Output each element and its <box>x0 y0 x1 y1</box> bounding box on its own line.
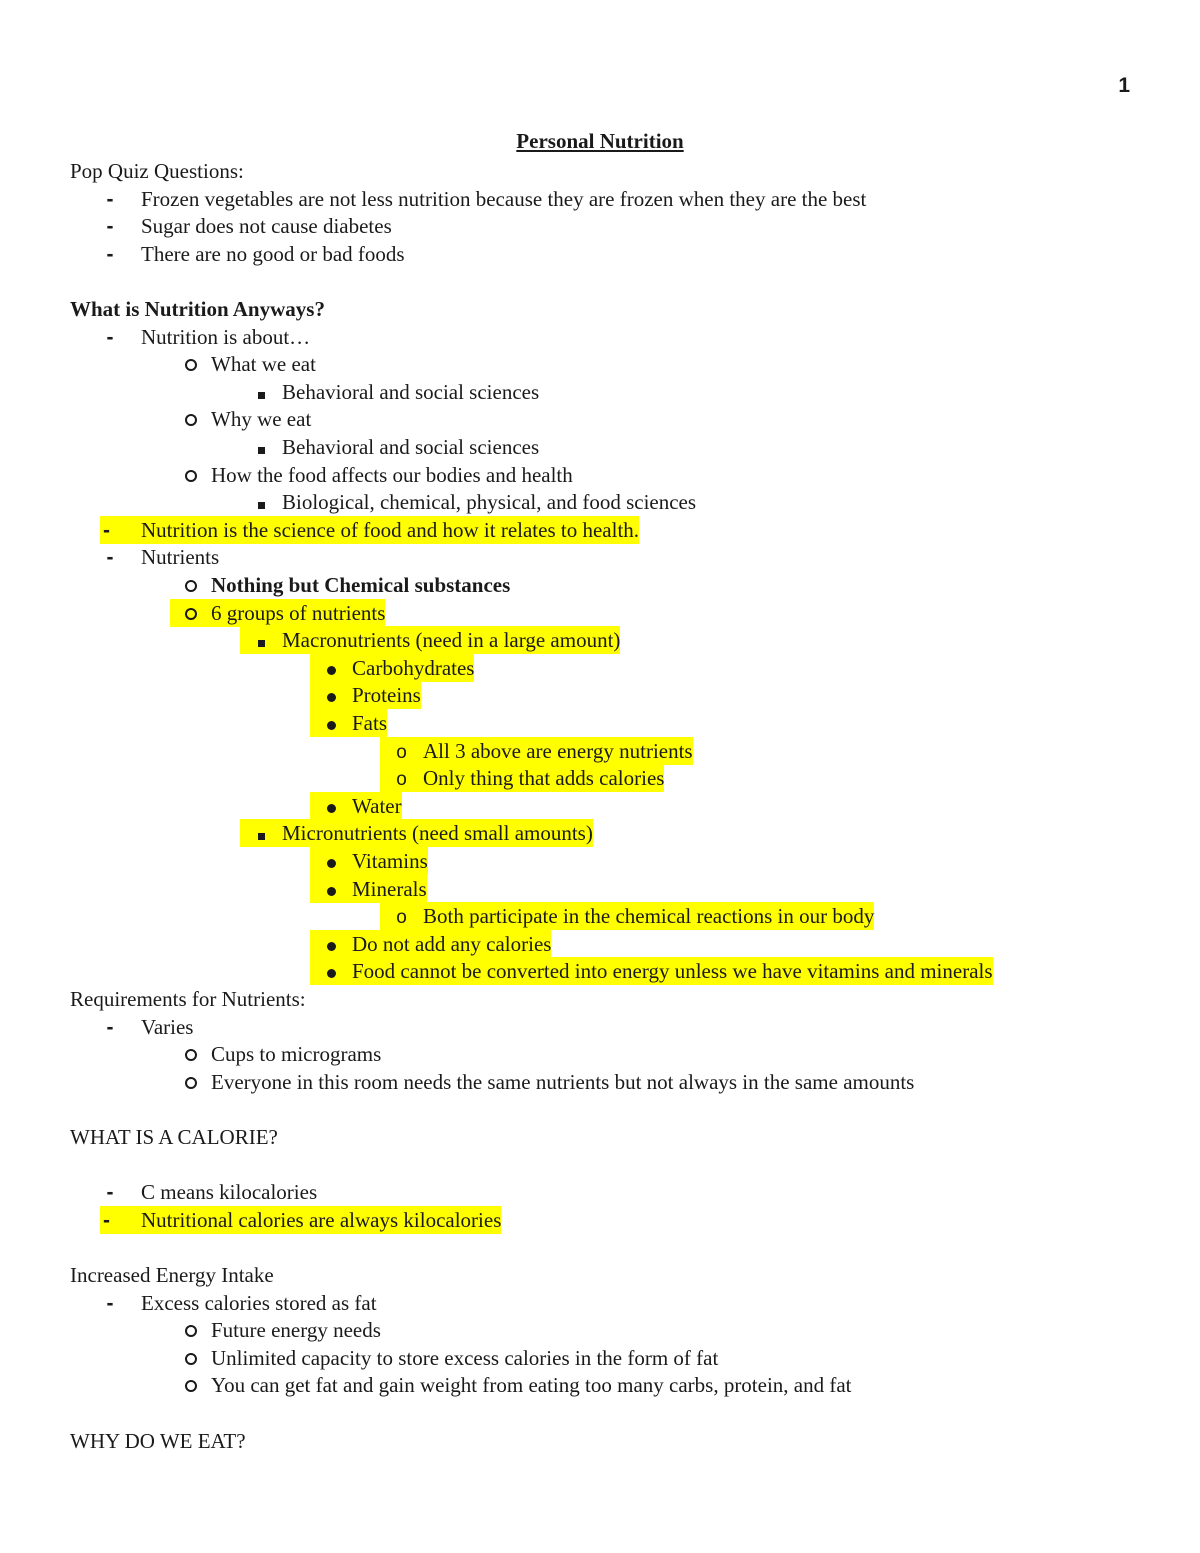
o-bullet-icon: o <box>380 902 423 930</box>
list-item <box>0 764 1200 792</box>
list-item-text: Unlimited capacity to store excess calories in the form of fat <box>211 1345 719 1370</box>
list-item <box>0 516 1200 544</box>
list-item-text: Behavioral and social sciences <box>282 379 540 404</box>
o-bullet-icon: o <box>380 737 423 765</box>
dash-bullet-icon: - <box>106 242 114 266</box>
list-item-text: Nutrition is about… <box>141 324 311 349</box>
list-item-text: Pop Quiz Questions: <box>70 159 244 183</box>
list-item-text: C means kilocalories <box>141 1180 318 1205</box>
list-item <box>0 902 1200 930</box>
list-item <box>0 1371 1200 1399</box>
section-heading <box>0 985 1200 1013</box>
list-item-text: Increased Energy Intake <box>70 1263 274 1287</box>
list-item-text: Both participate in the chemical reactions in our body <box>423 904 875 929</box>
ring-bullet-icon <box>170 1040 211 1068</box>
list-item-text: Why we eat <box>211 407 312 432</box>
list-item-text: Nothing but Chemical substances <box>211 573 511 597</box>
list-item <box>0 461 1200 489</box>
o-bullet-icon: o <box>380 764 423 792</box>
list-item-text: What is Nutrition Anyways? <box>70 297 325 321</box>
list-item <box>0 323 1200 351</box>
list-item-text: Requirements for Nutrients: <box>70 987 306 1011</box>
list-item-text: You can get fat and gain weight from eating too many carbs, protein, and fat <box>211 1373 852 1398</box>
list-item <box>0 1289 1200 1317</box>
list-item-text: How the food affects our bodies and health <box>211 462 573 487</box>
dash-bullet-icon: - <box>106 1291 114 1315</box>
ring-bullet-icon <box>170 1344 211 1372</box>
square-bullet-icon <box>240 488 282 516</box>
list-item <box>0 737 1200 765</box>
list-item <box>0 1013 1200 1041</box>
list-item-text: There are no good or bad foods <box>141 241 405 266</box>
section-heading <box>0 1261 1200 1289</box>
ring-bullet-icon <box>170 350 211 378</box>
list-item-text: Nutrition is the science of food and how it relates to health. <box>141 517 640 542</box>
list-item <box>0 543 1200 571</box>
list-item-text: Nutrients <box>141 545 220 570</box>
dot-bullet-icon <box>310 709 352 737</box>
ring-bullet-icon <box>170 571 211 599</box>
document-title: Personal Nutrition <box>516 129 684 153</box>
dash-bullet-icon: - <box>106 1181 114 1205</box>
dot-bullet-icon <box>310 875 352 903</box>
list-item <box>0 875 1200 903</box>
list-item-text: Vitamins <box>352 849 428 873</box>
list-item <box>0 240 1200 268</box>
dash-bullet-icon: - <box>106 1015 114 1039</box>
list-item-text: Cups to micrograms <box>211 1042 382 1067</box>
list-item-text: Biological, chemical, physical, and food sciences <box>282 490 697 515</box>
list-item <box>0 1068 1200 1096</box>
list-item-text: Sugar does not cause diabetes <box>141 214 392 239</box>
dash-bullet-icon: - <box>106 325 114 349</box>
square-bullet-icon <box>240 433 282 461</box>
list-item-text: Frozen vegetables are not less nutrition because they are frozen when they are the best <box>141 186 867 211</box>
list-item <box>0 1316 1200 1344</box>
list-item <box>0 571 1200 599</box>
dot-bullet-icon <box>310 847 352 875</box>
list-item <box>0 681 1200 709</box>
list-item-text: Nutritional calories are always kilocalories <box>141 1207 502 1232</box>
list-item <box>0 626 1200 654</box>
list-item <box>0 1344 1200 1372</box>
dot-bullet-icon <box>310 654 352 682</box>
list-item <box>0 378 1200 406</box>
dash-bullet-icon: - <box>100 516 141 544</box>
list-item-text: Macronutrients (need in a large amount) <box>282 628 621 653</box>
list-item <box>0 599 1200 627</box>
list-item <box>0 1206 1200 1234</box>
square-bullet-icon <box>240 819 282 847</box>
ring-bullet-icon <box>170 1371 211 1399</box>
ring-bullet-icon <box>170 1068 211 1096</box>
list-item <box>0 847 1200 875</box>
list-item-text: Excess calories stored as fat <box>141 1290 377 1315</box>
list-item-text: Only thing that adds calories <box>423 766 665 791</box>
list-item-text: What we eat <box>211 352 316 377</box>
list-item <box>0 709 1200 737</box>
list-item-text: Future energy needs <box>211 1318 381 1343</box>
page-number: 1 <box>1118 74 1130 97</box>
dash-bullet-icon: - <box>100 1206 141 1234</box>
dash-bullet-icon: - <box>106 187 114 211</box>
ring-bullet-icon <box>170 405 211 433</box>
list-item-text: Proteins <box>352 683 421 708</box>
dash-bullet-icon: - <box>106 546 114 570</box>
list-item <box>0 930 1200 958</box>
list-item-text: Behavioral and social sciences <box>282 435 540 459</box>
list-item <box>0 1040 1200 1068</box>
dot-bullet-icon <box>310 957 352 985</box>
list-item <box>0 488 1200 516</box>
list-item <box>0 405 1200 433</box>
list-item-text: Fats <box>352 711 388 735</box>
dot-bullet-icon <box>310 681 352 709</box>
list-item-text: Varies <box>141 1014 194 1039</box>
list-item-text: Minerals <box>352 876 427 901</box>
ring-bullet-icon <box>170 599 211 627</box>
list-item-text: Food cannot be converted into energy unless we have vitamins and minerals <box>352 959 993 984</box>
ring-bullet-icon <box>170 1316 211 1344</box>
section-heading <box>0 295 1200 323</box>
list-item <box>0 185 1200 213</box>
list-item-text: All 3 above are energy nutrients <box>423 738 693 763</box>
list-item-text: WHAT IS A CALORIE? <box>70 1125 278 1149</box>
list-item <box>0 792 1200 820</box>
dash-bullet-icon: - <box>106 215 114 239</box>
section-heading <box>0 157 1200 185</box>
list-item <box>0 654 1200 682</box>
list-item-text: Micronutrients (need small amounts) <box>282 821 593 846</box>
list-item-text: Do not add any calories <box>352 931 552 956</box>
ring-bullet-icon <box>170 461 211 489</box>
list-item <box>0 433 1200 461</box>
list-item <box>0 1178 1200 1206</box>
dot-bullet-icon <box>310 930 352 958</box>
list-item <box>0 350 1200 378</box>
list-item-text: WHY DO WE EAT? <box>70 1428 246 1453</box>
section-heading <box>0 1123 1200 1151</box>
section-heading <box>0 1427 1200 1455</box>
list-item-text: Water <box>352 793 402 818</box>
list-item-text: 6 groups of nutrients <box>211 600 386 625</box>
square-bullet-icon <box>240 626 282 654</box>
list-item-text: Carbohydrates <box>352 655 475 680</box>
square-bullet-icon <box>240 378 282 406</box>
list-item-text: Everyone in this room needs the same nutrients but not always in the same amounts <box>211 1069 915 1094</box>
list-item <box>0 819 1200 847</box>
list-item <box>0 212 1200 240</box>
dot-bullet-icon <box>310 792 352 820</box>
list-item <box>0 957 1200 985</box>
